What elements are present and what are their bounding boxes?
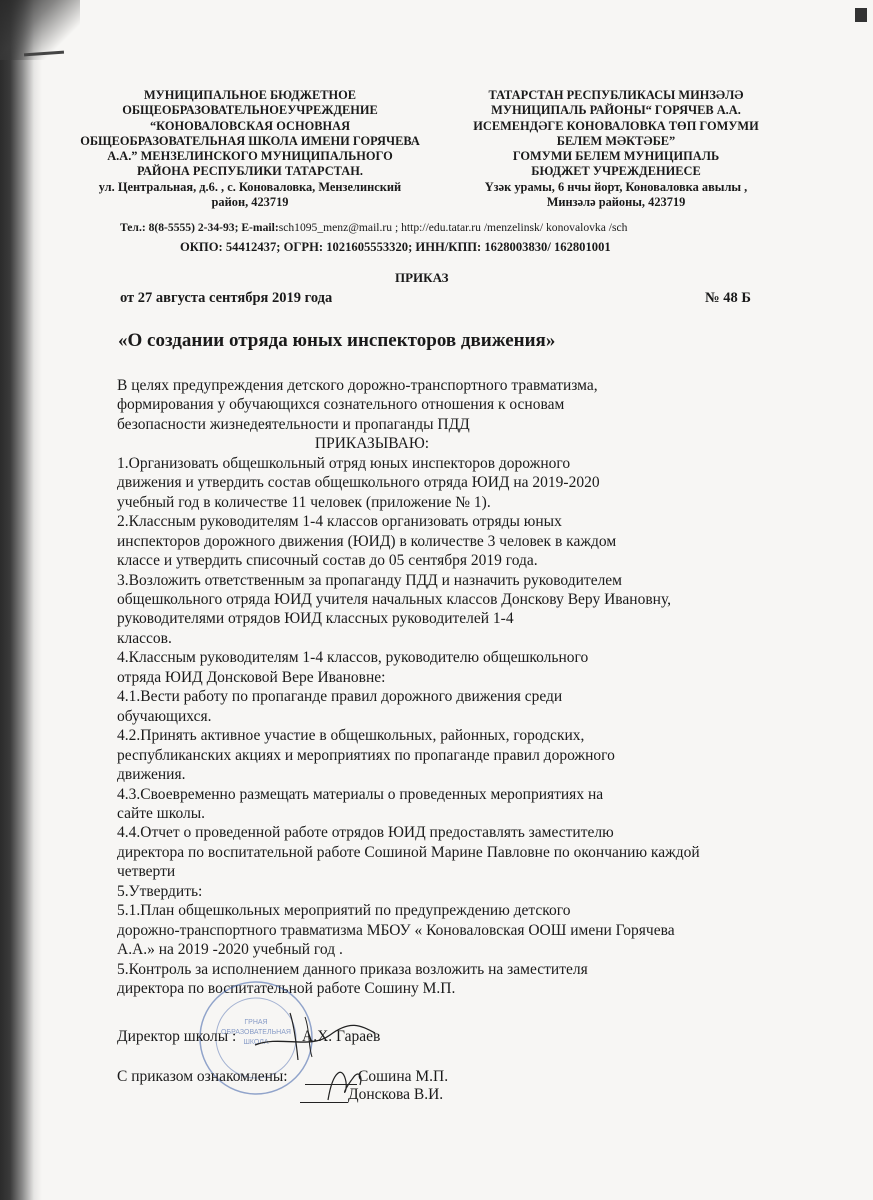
header-right-line: МУНИЦИПАЛЬ РАЙОНЫ“ ГОРЯЧЕВ А.А. <box>491 103 741 118</box>
header-left-line: РАЙОНА РЕСПУБЛИКИ ТАТАРСТАН. <box>137 164 363 179</box>
header-right-line: БЮДЖЕТ УЧРЕЖДЕНИЕСЕ <box>531 164 701 179</box>
body-line: 4.Классным руководителям 1-4 классов, руководителю общешкольного <box>117 649 589 667</box>
body-line: четверти <box>117 863 176 881</box>
contacts-links: sch1095_menz@mail.ru ; http://edu.tatar.ru /menzelinsk/ konovalovka /sch <box>278 221 628 234</box>
body-line: 5.1.План общешкольных мероприятий по предупреждению детского <box>117 902 571 920</box>
header-left-line: ОБЩЕОБРАЗОВАТЕЛЬНАЯ ШКОЛА ИМЕНИ ГОРЯЧЕВА <box>80 133 420 148</box>
header-left-line: А.А.” МЕНЗЕЛИНСКОГО МУНИЦИПАЛЬНОГО <box>107 149 393 164</box>
body-line: общешкольного отряда ЮИД учителя начальных классов Донскову Веру Ивановну, <box>117 590 672 608</box>
stamp-text: ШКОЛА <box>243 1039 269 1046</box>
ack-name: Сошина М.П. <box>358 1068 449 1085</box>
order-subject: «О создании отряда юных инспекторов движения» <box>118 330 556 351</box>
order-title: ПРИКАЗ <box>395 270 449 285</box>
stamp-text: ГРНАЯ <box>244 1019 268 1026</box>
body-line: отряда ЮИД Донсковой Вере Ивановне: <box>117 668 386 686</box>
header-right-line: БЕЛЕМ МӘКТӘБЕ” <box>556 133 676 148</box>
director-label: Директор школы : <box>117 1028 237 1045</box>
director-signature <box>250 1005 380 1065</box>
header-right-line: Үзәк урамы, 6 нчы йорт, Коноваловка авылы , <box>484 179 748 194</box>
order-number: № 48 Б <box>705 290 751 306</box>
body-line: дорожно-транспортного травматизма МБОУ « Коноваловская ООШ имени Горячева <box>117 921 675 939</box>
body-line: формирования у обучающихся сознательного отношения к основам <box>117 396 565 414</box>
header-left-line: район, 423719 <box>211 195 289 210</box>
header-left-line: “КОНОВАЛОВСКАЯ ОСНОВНАЯ <box>149 118 351 133</box>
contacts-line <box>120 221 760 234</box>
registration-codes: ОКПО: 54412437; ОГРН: 1021605553320; ИНН/КПП: 1628003830/ 162801001 <box>180 240 611 254</box>
body-line: 2.Классным руководителям 1-4 классов организовать отряды юных <box>117 513 562 531</box>
body-line: обучающихся. <box>117 707 212 725</box>
stamp-text: ОБРАЗОВАТЕЛЬНАЯ <box>221 1029 291 1036</box>
header-right-line: ТАТАРСТАН РЕСПУБЛИКАСЫ МИНЗӘЛӘ <box>488 88 744 102</box>
header-right-block <box>460 88 772 210</box>
scan-edge-shadow <box>0 0 42 1200</box>
header-right-line: Минзәлә районы, 423719 <box>546 195 686 210</box>
director-name: А.Х. Гараев <box>302 1028 381 1045</box>
body-line: учебный год в количестве 11 человек (приложение № 1). <box>117 493 491 511</box>
body-line: 5.Утвердить: <box>117 882 203 900</box>
body-line: 3.Возложить ответственным за пропаганду ПДД и назначить руководителем <box>117 571 622 589</box>
body-line: республиканских акциях и мероприятиях по пропаганде правил дорожного <box>117 746 615 764</box>
header-right-line: ИСЕМЕНДӘГЕ КОНОВАЛОВКА ТӨП ГОМУМИ <box>473 118 759 133</box>
body-line: инспекторов дорожного движения (ЮИД) в количестве 3 человек в каждом <box>117 532 617 550</box>
scan-corner-mark <box>855 8 867 22</box>
header-left-line: МУНИЦИПАЛЬНОЕ БЮДЖЕТНОЕ <box>143 88 357 102</box>
body-line: 4.1.Вести работу по пропаганде правил дорожного движения среди <box>117 688 563 706</box>
order-date: от 27 августа сентября 2019 года <box>120 290 333 306</box>
acknowledged-label: С приказом ознакомлены: <box>117 1068 288 1085</box>
body-line: классе и утвердить списочный состав до 05 сентября 2019 года. <box>117 552 538 570</box>
body-line: В целях предупреждения детского дорожно-транспортного травматизма, <box>117 377 598 394</box>
body-line: 4.3.Своевременно размещать материалы о проведенных мероприятиях на <box>117 785 604 803</box>
order-command: ПРИКАЗЫВАЮ: <box>314 435 430 453</box>
header-left-line: ул. Центральная, д.6. , с. Коноваловка, Мензелинский <box>98 179 402 194</box>
body-line: движения. <box>117 766 186 784</box>
body-line: руководителями отрядов ЮИД классных руководителей 1-4 <box>117 610 514 628</box>
contacts-phone-email: Тел.: 8(8-5555) 2-34-93; E-mail: <box>120 221 279 234</box>
body-line: безопасности жизнедеятельности и пропаганды ПДД <box>117 415 470 433</box>
header-right-line: ГОМУМИ БЕЛЕМ МУНИЦИПАЛЬ <box>512 149 720 164</box>
header-left-line: ОБЩЕОБРАЗОВАТЕЛЬНОЕУЧРЕЖДЕНИЕ <box>122 103 378 118</box>
order-body <box>117 376 797 999</box>
body-line: 1.Организовать общешкольный отряд юных инспекторов дорожного <box>117 454 571 472</box>
ack-name: Донскова В.И. <box>348 1086 444 1103</box>
body-line: 4.4.Отчет о проведенной работе отрядов ЮИД предоставлять заместителю <box>117 824 614 842</box>
body-line: директора по воспитательной работе Сошиной Марине Павловне по окончанию каждой <box>117 843 700 861</box>
body-line: директора по воспитательной работе Сошину М.П. <box>117 980 456 998</box>
body-line: классов. <box>117 629 172 647</box>
body-line: 5.Контроль за исполнением данного приказа возложить на заместителя <box>117 960 588 978</box>
header-left-block <box>56 88 444 210</box>
ack-signature <box>318 1060 368 1105</box>
body-line: движения и утвердить состав общешкольного отряда ЮИД на 2019-2020 <box>117 474 600 492</box>
body-line: А.А.» на 2019 -2020 учебный год . <box>117 941 343 959</box>
body-line: сайте школы. <box>117 804 206 822</box>
body-line: 4.2.Принять активное участие в общешкольных, районных, городских, <box>117 727 585 745</box>
scan-corner-shadow <box>0 0 80 60</box>
